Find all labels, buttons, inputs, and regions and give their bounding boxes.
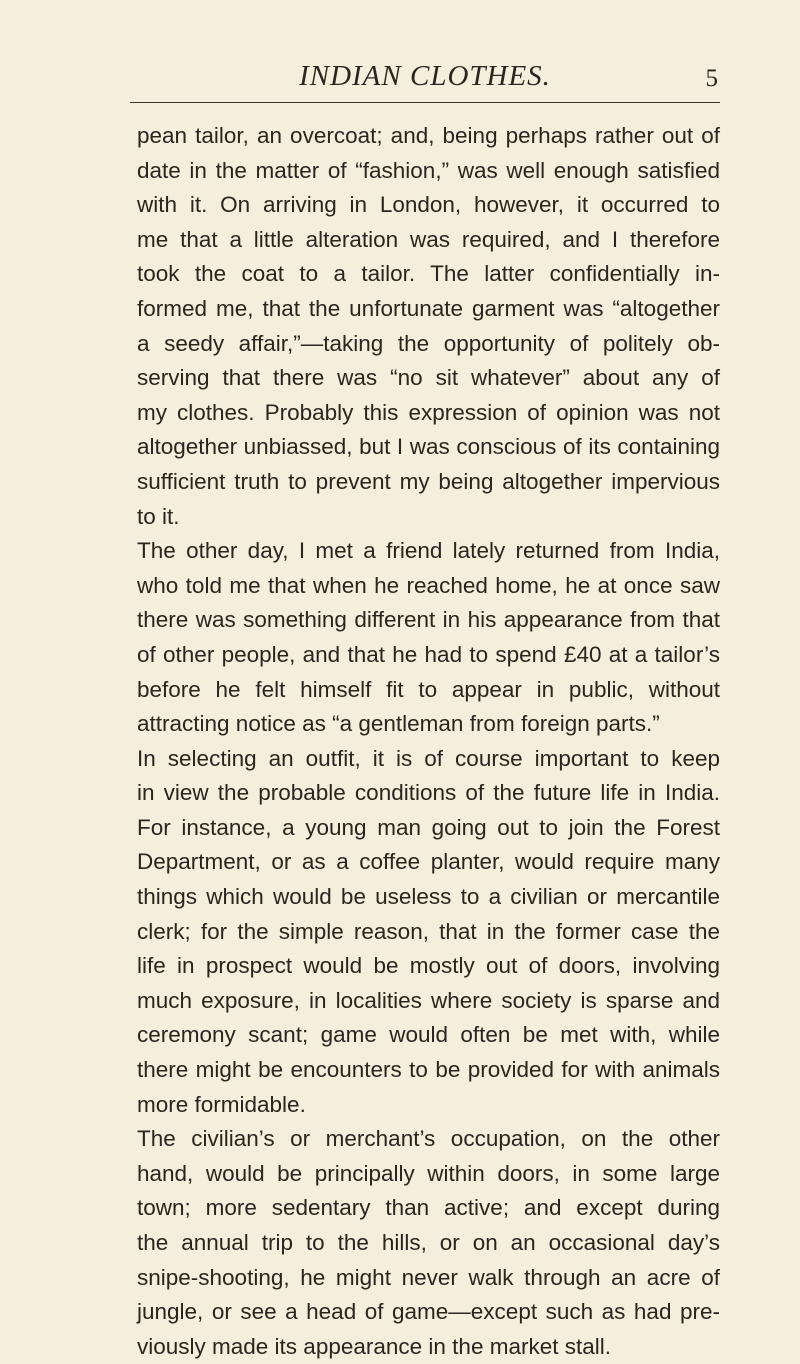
text-line: of other people, and that he had to spend £40 at a tailor’s	[137, 641, 720, 667]
text-line: For instance, a young man going out to join the Forest	[137, 814, 720, 840]
text-line: jungle, or see a head of game—except such as had pre-	[137, 1299, 720, 1325]
paragraph	[137, 742, 720, 1123]
text-line: before he felt himself fit to appear in public, without	[137, 676, 720, 702]
text-line: date in the matter of “fashion,” was well enough satisfied	[137, 157, 720, 183]
text-line: life in prospect would be mostly out of doors, involving	[137, 953, 720, 979]
text-line: the annual trip to the hills, or on an occasional day’s	[137, 1230, 720, 1255]
text-line: me that a little alteration was required, and I therefore	[137, 226, 720, 252]
text-line: pean tailor, an overcoat; and, being perhaps rather out of	[137, 123, 720, 148]
text-line: formed me, that the unfortunate garment was “altogether	[137, 295, 720, 321]
text-line: there might be encounters to be provided for with animals	[137, 1057, 720, 1083]
text-line: snipe-shooting, he might never walk through an acre of	[137, 1264, 720, 1290]
header-rule	[130, 102, 720, 103]
text-line: The civilian’s or merchant’s occupation, on the other	[137, 1126, 720, 1152]
running-title: INDIAN CLOTHES.	[299, 60, 551, 92]
text-line: ceremony scant; game would often be met with, while	[137, 1022, 720, 1048]
text-line: viously made its appearance in the market stall.	[137, 1333, 611, 1359]
text-line: there was something different in his appearance from that	[137, 607, 720, 633]
text-line: to it.	[137, 503, 180, 529]
text-line: hand, would be principally within doors, in some large	[137, 1160, 720, 1186]
text-line: with it. On arriving in London, however, it occurred to	[137, 192, 720, 218]
text-line: serving that there was “no sit whatever” about any of	[137, 365, 720, 391]
text-line: Department, or as a coffee planter, would require many	[137, 849, 720, 875]
text-line: a seedy affair,”—taking the opportunity of politely ob-	[137, 330, 720, 356]
text-line: things which would be useless to a civilian or mercantile	[137, 884, 720, 910]
page-header	[130, 52, 720, 102]
text-line: took the coat to a tailor. The latter confidentially in-	[137, 261, 720, 287]
text-line: much exposure, in localities where society is sparse and	[137, 987, 720, 1013]
text-line: in view the probable conditions of the future life in India.	[137, 780, 720, 806]
text-line: altogether unbiassed, but I was conscious of its containing	[137, 434, 720, 460]
text-line: who told me that when he reached home, he at once saw	[137, 572, 720, 598]
text-line: In selecting an outfit, it is of course important to keep	[137, 745, 720, 771]
body-text	[137, 119, 720, 1364]
page-number: 5	[705, 65, 718, 92]
paragraph	[137, 534, 720, 742]
text-line: more formidable.	[137, 1091, 306, 1117]
paragraph	[137, 1122, 720, 1364]
text-line: attracting notice as “a gentleman from foreign parts.”	[137, 711, 660, 737]
paragraph	[137, 119, 720, 534]
text-line: clerk; for the simple reason, that in the former case the	[137, 918, 720, 944]
text-line: sufficient truth to prevent my being altogether impervious	[137, 468, 720, 494]
text-line: my clothes. Probably this expression of opinion was not	[137, 399, 720, 425]
text-line: town; more sedentary than active; and except during	[137, 1195, 720, 1221]
text-line: The other day, I met a friend lately returned from India,	[137, 538, 720, 564]
